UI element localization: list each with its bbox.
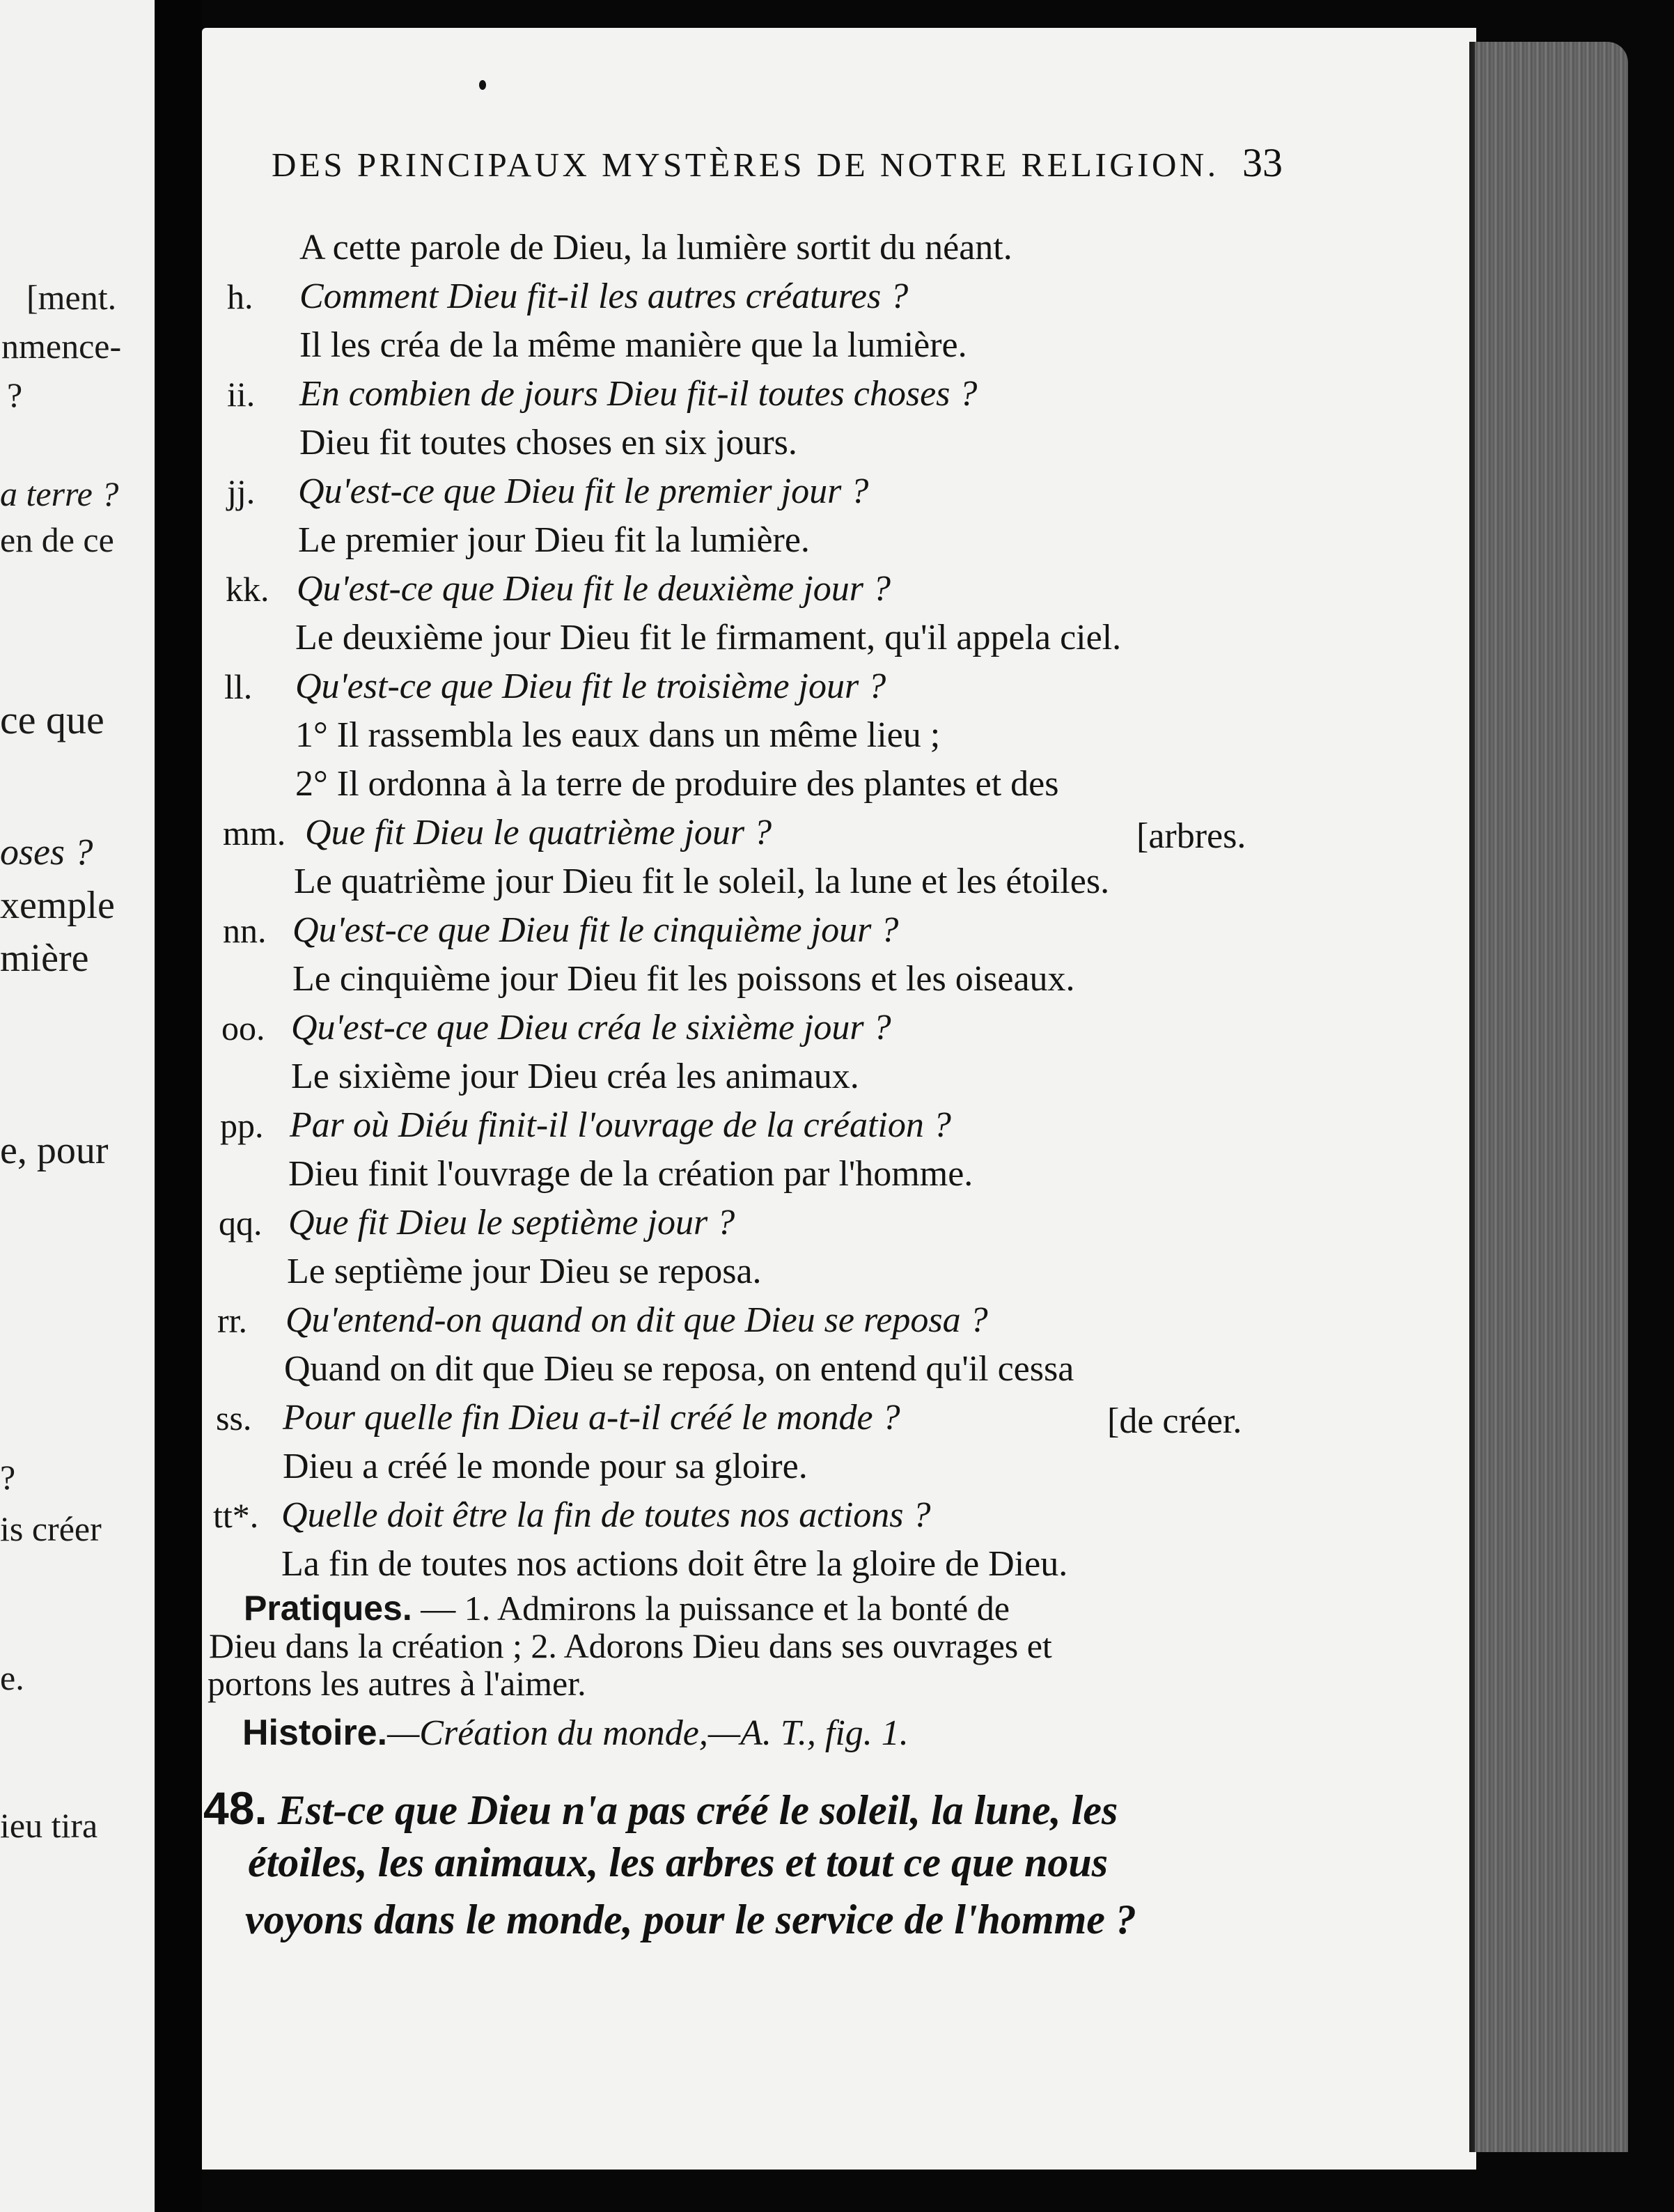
histoire-text: —Création du monde,—A. T., fig. 1. (387, 1713, 909, 1753)
pratiques-line-1 (244, 1589, 1010, 1628)
left-fragment: oses ? (0, 831, 93, 873)
answer-text: Dieu a créé le monde pour sa gloire. (283, 1447, 808, 1486)
answer-text: Le deuxième jour Dieu fit le firmament, qu'il appela ciel. (295, 618, 1122, 657)
running-header: DES PRINCIPAUX MYSTÈRES DE NOTRE RELIGION. (272, 146, 1219, 184)
answer-text: Dieu finit l'ouvrage de la création par l'homme. (288, 1154, 973, 1194)
question-text: Qu'est-ce que Dieu créa le sixième jour ? (291, 1008, 891, 1047)
qa-label: tt*. (213, 1496, 259, 1535)
answer-text: Le quatrième jour Dieu fit le soleil, la lune et les étoiles. (294, 862, 1110, 901)
left-fragment: ce que (0, 697, 104, 742)
question-text: Que fit Dieu le quatrième jour ? (305, 813, 772, 852)
question-text: Qu'est-ce que Dieu fit le troisième jour ? (295, 667, 886, 706)
histoire-heading: Histoire. (242, 1713, 388, 1753)
answer-text: Le sixième jour Dieu créa les animaux. (291, 1057, 859, 1096)
carryover-text: [de créer. (1107, 1401, 1242, 1441)
left-fragment: is créer (0, 1509, 102, 1548)
pratiques-text: — 1. Admirons la puissance et la bonté de (412, 1589, 1010, 1628)
left-fragment: mière (0, 937, 89, 980)
left-fragment: [ment. (26, 278, 117, 317)
qa-label: kk. (226, 570, 269, 609)
question-text: Par où Diéu finit-il l'ouvrage de la création ? (290, 1105, 951, 1145)
qa-label: ii. (227, 375, 256, 414)
left-fragment: nmence- (1, 327, 122, 366)
qa-label: rr. (217, 1301, 248, 1340)
left-fragment: e. (0, 1658, 24, 1697)
question-text: Qu'est-ce que Dieu fit le cinquième jour ? (292, 910, 899, 950)
question-text: Quelle doit être la fin de toutes nos actions ? (281, 1495, 931, 1535)
left-fragment: ? (7, 375, 23, 414)
question-text: En combien de jours Dieu fit-il toutes choses ? (299, 374, 978, 414)
qa-label: jj. (227, 472, 256, 511)
left-fragment: ieu tira (0, 1806, 98, 1845)
page-edges (1475, 42, 1628, 2152)
answer-text: Le septième jour Dieu se reposa. (287, 1252, 762, 1291)
pratiques-heading: Pratiques. (244, 1589, 412, 1628)
question-48-line-1 (203, 1782, 1118, 1835)
qa-label: oo. (221, 1008, 265, 1047)
answer-text: Dieu fit toutes choses en six jours. (299, 423, 797, 462)
page-number: 33 (1242, 140, 1283, 185)
histoire-line (242, 1713, 909, 1753)
qa-label: ss. (216, 1399, 252, 1438)
answer-text: Le premier jour Dieu fit la lumière. (298, 520, 810, 560)
qa-label: pp. (220, 1106, 264, 1145)
qa-label: h. (227, 277, 253, 316)
question-text: Comment Dieu fit-il les autres créatures ? (299, 276, 909, 316)
question-text: Qu'est-ce que Dieu fit le deuxième jour ? (297, 569, 891, 609)
left-fragment: a terre ? (0, 474, 119, 513)
left-facing-page (0, 0, 155, 2212)
pratiques-line-3: portons les autres à l'aimer. (208, 1664, 586, 1703)
answer-text: Quand on dit que Dieu se reposa, on entend qu'il cessa (284, 1349, 1074, 1389)
left-fragment: ? (0, 1458, 16, 1497)
answer-text: 2° Il ordonna à la terre de produire des plantes et des (295, 764, 1059, 804)
qa-label: mm. (223, 813, 286, 852)
question-number: 48. (203, 1782, 267, 1834)
left-fragment: en de ce (0, 520, 114, 559)
question-48-line-2: étoiles, les animaux, les arbres et tout ce que nous (248, 1839, 1109, 1885)
left-fragment: e, pour (0, 1129, 109, 1172)
pratiques-line-2: Dieu dans la création ; 2. Adorons Dieu dans ses ouvrages et (209, 1626, 1052, 1665)
answer-text: La fin de toutes nos actions doit être la gloire de Dieu. (281, 1544, 1068, 1584)
answer-text: Le cinquième jour Dieu fit les poissons et les oiseaux. (292, 959, 1075, 999)
book-spine (155, 0, 202, 2212)
answer-text: Il les créa de la même manière que la lumière. (299, 325, 967, 365)
question-text: Que fit Dieu le septième jour ? (288, 1203, 735, 1243)
qa-label: ll. (224, 667, 253, 706)
question-text: Qu'entend-on quand on dit que Dieu se reposa ? (285, 1300, 988, 1340)
question-text: Pour quelle fin Dieu a-t-il créé le monde ? (283, 1398, 900, 1438)
question-text: Qu'est-ce que Dieu fit le premier jour ? (298, 472, 869, 511)
intro-line: A cette parole de Dieu, la lumière sortit du néant. (299, 228, 1012, 267)
question-48-line-3: voyons dans le monde, pour le service de l'homme ? (245, 1896, 1136, 1942)
ink-mark (479, 80, 486, 90)
question-48-text: Est-ce que Dieu n'a pas créé le soleil, la lune, les (277, 1787, 1118, 1833)
qa-label: nn. (223, 911, 267, 950)
answer-text: 1° Il rassembla les eaux dans un même lieu ; (295, 715, 941, 755)
left-fragment: xemple (0, 884, 115, 927)
carryover-text: [arbres. (1136, 816, 1246, 856)
qa-label: qq. (219, 1204, 263, 1243)
